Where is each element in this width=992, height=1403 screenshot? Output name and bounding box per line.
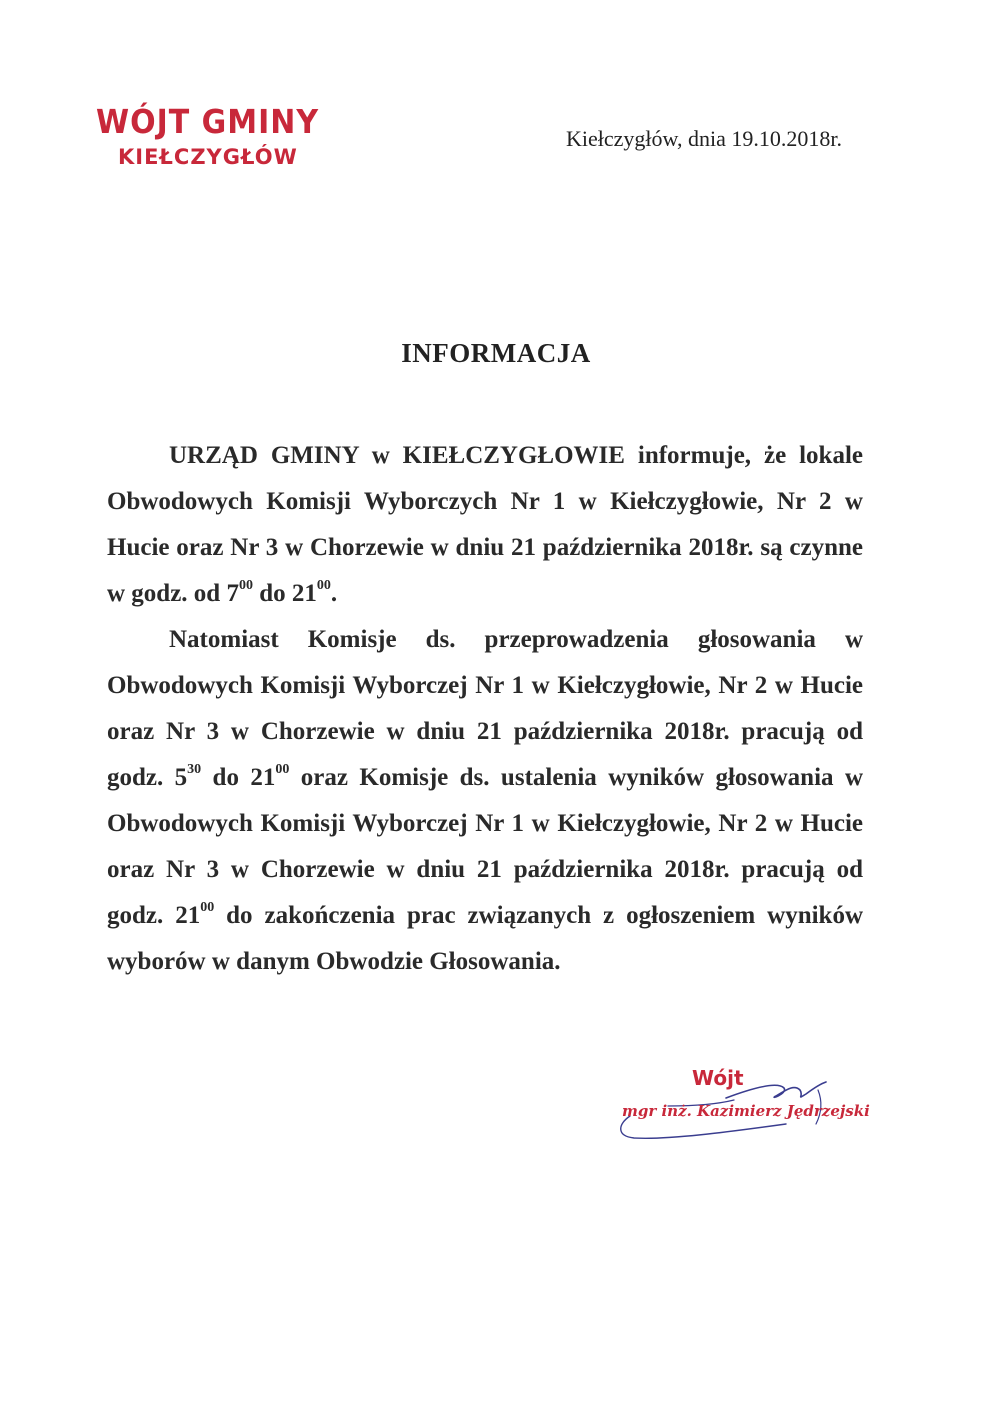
paragraph-1-text-2: do 21 [252, 580, 317, 607]
paragraph-2-text-4: do zakończenia prac związanych z ogłoszeniem wyników wyborów w danym Obwodzie Głosowania. [107, 902, 864, 975]
paragraph-1-text-1: URZĄD GMINY w KIEŁCZYGŁOWIE informuje, że lokale Obwodowych Komisji Wyborczych Nr 1 w Kiełczygłowie, Nr 2 w Hucie oraz Nr 3 w Chorzewie w dniu 21 października 2018r. są czynne w godz. od 7 [107, 442, 863, 607]
document-body [107, 433, 863, 985]
paragraph-2 [107, 617, 863, 985]
paragraph-2-sup-1: 30 [187, 762, 202, 777]
stamp-line-1: WÓJT GMINY [96, 103, 320, 142]
paragraph-2-text-2: do 21 [201, 764, 276, 791]
paragraph-1 [107, 433, 863, 617]
paragraph-1-sup-2: 00 [316, 578, 331, 593]
signature-name: mgr inż. Kazimierz Jędrzejski [622, 1102, 870, 1120]
signature-block [608, 1060, 870, 1150]
date-line: Kiełczygłów, dnia 19.10.2018r. [566, 126, 842, 151]
paragraph-2-sup-2: 00 [275, 762, 290, 777]
stamp-line-2: KIEŁCZYGŁÓW [118, 145, 298, 169]
office-stamp [96, 103, 320, 169]
signature-title: Wójt [692, 1066, 744, 1090]
document-title: INFORMACJA [401, 338, 591, 368]
paragraph-2-sup-3: 00 [200, 900, 215, 915]
paragraph-1-text-3: . [330, 580, 338, 607]
paragraph-1-sup-1: 00 [238, 578, 253, 593]
paragraph-2-text-1: Natomiast Komisje ds. przeprowadzenia głosowania w Obwodowych Komisji Wyborczej Nr 1 w Kiełczygłowie, Nr 2 w Hucie oraz Nr 3 w Chorzewie w dniu 21 października 2018r. pracują od godz. 5 [107, 626, 863, 791]
paragraph-2-text-3: oraz Komisje ds. ustalenia wyników głosowania w Obwodowych Komisji Wyborczej Nr 1 w Kiełczygłowie, Nr 2 w Hucie oraz Nr 3 w Chorzewie w dniu 21 października 2018r. pracują od godz. 21 [107, 764, 863, 929]
